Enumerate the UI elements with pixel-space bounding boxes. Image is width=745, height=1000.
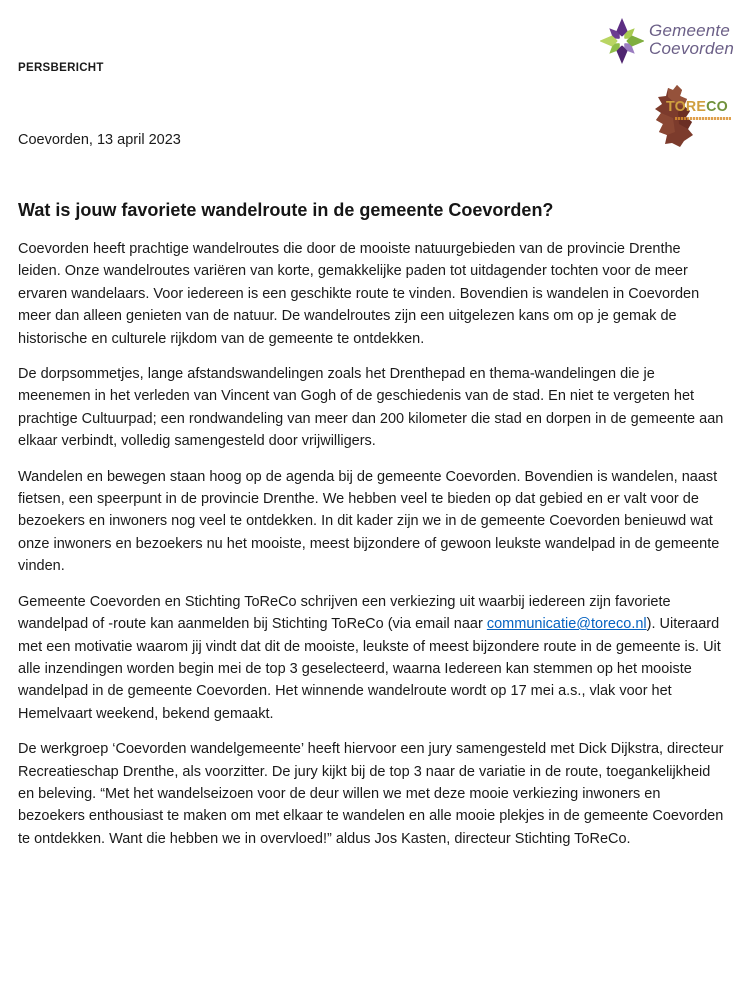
paragraph-verkiezing-text-before: Gemeente Coevorden en Stichting ToReCo schrijven een verkiezing uit waarbij iedereen zijn favoriete wandelpad of -route kan aanmelden bij Stichting ToReCo (via email naar xyxy=(18,593,671,633)
gemeente-pinwheel-icon xyxy=(600,15,644,70)
dateline: Coevorden, 13 april 2023 xyxy=(18,132,181,148)
press-release-label: PERSBERICHT xyxy=(18,62,104,74)
paragraph-verkiezing xyxy=(18,591,727,725)
gemeente-logo-text xyxy=(649,15,734,57)
toreco-wordmark-co: CO xyxy=(706,98,728,115)
paragraph-routes: De dorpsommetjes, lange afstandswandelingen zoals het Drenthepad en thema-wandelingen die je meenemen in het verleden van Vincent van Gogh of de geschiedenis van de stad. En niet te vergeten het prachtige Cultuurpad; een rondwandeling van meer dan 200 kilometer die stad en dorpen in de gemeente aan elkaar verbindt, volledig samengesteld door vrijwilligers. xyxy=(18,366,724,450)
press-release-body xyxy=(0,199,745,850)
email-link[interactable]: communicatie@toreco.nl xyxy=(486,616,647,633)
paragraph-jury: De werkgroep ‘Coevorden wandelgemeente’ heeft hiervoor een jury samengesteld met Dick Dijkstra, directeur Recreatieschap Drenthe, als voorzitter. De jury kijkt bij de top 3 naar de variatie in de route, toegankelijkheid en beleving. “Met het wandelseizoen voor de deur willen we met deze mooie verkiezing inwoners en bezoekers enthousiast te maken om met elkaar te wandelen en alle mooie plekjes in de gemeente Coevorden te ontdekken. Want die hebben we in overvloed!” aldus Jos Kasten, directeur Stichting ToReCo. xyxy=(18,741,724,847)
paragraph-agenda: Wandelen en bewegen staan hoog op de agenda bij de gemeente Coevorden. Bovendien is wandelen, naast fietsen, een speerpunt in de provincie Drenthe. We hebben veel te bieden op dat gebied en er valt voor de bezoekers en inwoners nog veel te ontdekken. In dit kader zijn we in de gemeente Coevorden benieuwd wat onze inwoners en bezoekers nu het mooiste, meest bijzondere of gewoon leukste wandelpad in de gemeente vinden. xyxy=(18,468,720,575)
toreco-wordmark-tore: TORE xyxy=(666,98,707,115)
page-title: Wat is jouw favoriete wandelroute in de gemeente Coevorden? xyxy=(18,200,554,220)
document-header xyxy=(0,0,745,197)
toreco-wordmark xyxy=(666,98,728,115)
gemeente-logo-line1: Gemeente xyxy=(649,21,731,40)
paragraph-verkiezing-text-after: ). Uiteraard met een motivatie waarom jij vindt dat dit de mooiste, leukste of meest bijzondere route in de gemeente is. Uit alle inzendingen worden begin mei de top 3 geselecteerd, waarna Iedereen kan stemmen op het mooiste wandelpad in de gemeente Coevorden. Het winnende wandelroute wordt op 17 mei a.s., vlak voor het Hemelvaart weekend, bekend gemaakt. xyxy=(18,616,721,722)
toreco-logo xyxy=(651,84,739,150)
gemeente-coevorden-logo xyxy=(600,15,734,70)
paragraph-intro: Coevorden heeft prachtige wandelroutes die door de mooiste natuurgebieden van de provincie Drenthe leiden. Onze wandelroutes variëren van korte, gemakkelijke paden tot uitdagender tochten voor de meer ervaren wandelaars. Voor iedereen is een geschikte route te vinden. Bovendien is wandelen in Coevorden meer dan alleen genieten van de natuur. De wandelroutes zijn een uitgelezen kans om op je gemak de historische en culturele rijkdom van de gemeente te ontdekken. xyxy=(18,241,700,347)
toreco-tagline-strip xyxy=(675,117,731,120)
gemeente-logo-line2: Coevorden xyxy=(649,38,734,58)
